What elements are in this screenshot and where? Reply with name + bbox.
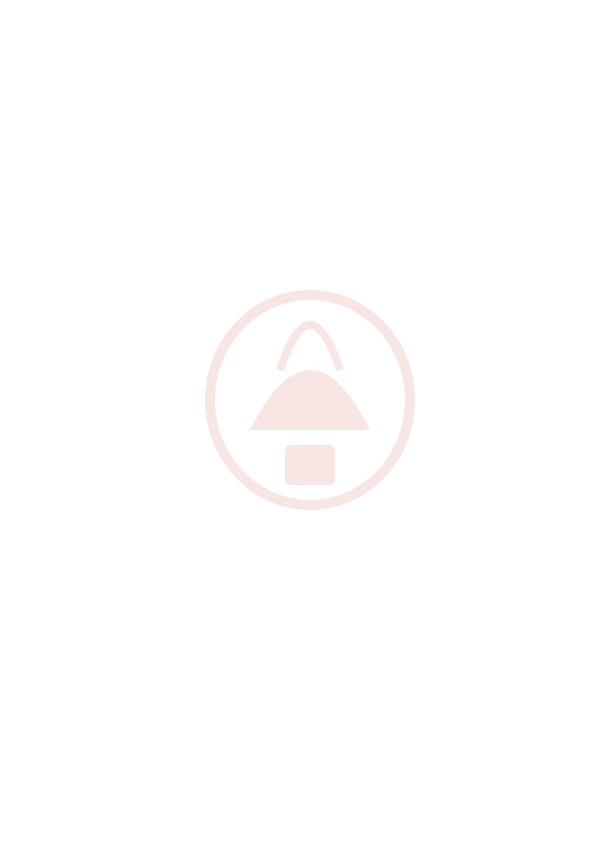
watermark-emblem (190, 250, 430, 520)
